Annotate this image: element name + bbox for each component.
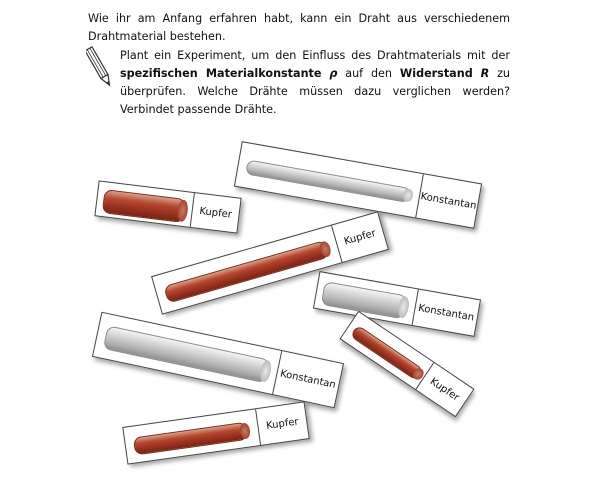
task-instructions: Plant ein Experiment, um den Einfluss des Drahtmaterials mit der spezifischen Materialkonstante ρ auf den Widerstand R zu überprüfen. Welche Drähte müssen dazu verglichen werden? Verbindet passende Drähte. bbox=[120, 49, 511, 116]
wire-card-konstantan-3[interactable] bbox=[92, 312, 344, 409]
konstantan-wire bbox=[103, 325, 270, 383]
intro-text: Wie ihr am Anfang erfahren habt, kann ein Draht aus verschiedenem Drahtmaterial bestehen. bbox=[88, 12, 510, 43]
kupfer-wire bbox=[133, 422, 248, 456]
wire-card-konstantan-1[interactable] bbox=[234, 141, 482, 229]
konstantan-wire bbox=[245, 159, 411, 203]
wire-card-konstantan-2[interactable] bbox=[313, 271, 481, 337]
kupfer-wire bbox=[163, 240, 329, 304]
wire-label: Konstantan bbox=[419, 190, 478, 212]
wire-label: Konstantan bbox=[417, 302, 476, 324]
wire-label: Kupfer bbox=[428, 375, 462, 404]
kupfer-wire bbox=[102, 189, 186, 223]
wire-label: Kupfer bbox=[198, 205, 233, 221]
wire-label: Kupfer bbox=[265, 415, 300, 432]
wire-card-kupfer-4[interactable] bbox=[122, 401, 309, 464]
pencil-icon bbox=[86, 44, 112, 90]
wire-label: Konstantan bbox=[279, 367, 337, 391]
kupfer-wire bbox=[350, 325, 424, 381]
wire-label: Kupfer bbox=[342, 227, 378, 247]
wire-card-kupfer-1[interactable] bbox=[94, 180, 241, 233]
